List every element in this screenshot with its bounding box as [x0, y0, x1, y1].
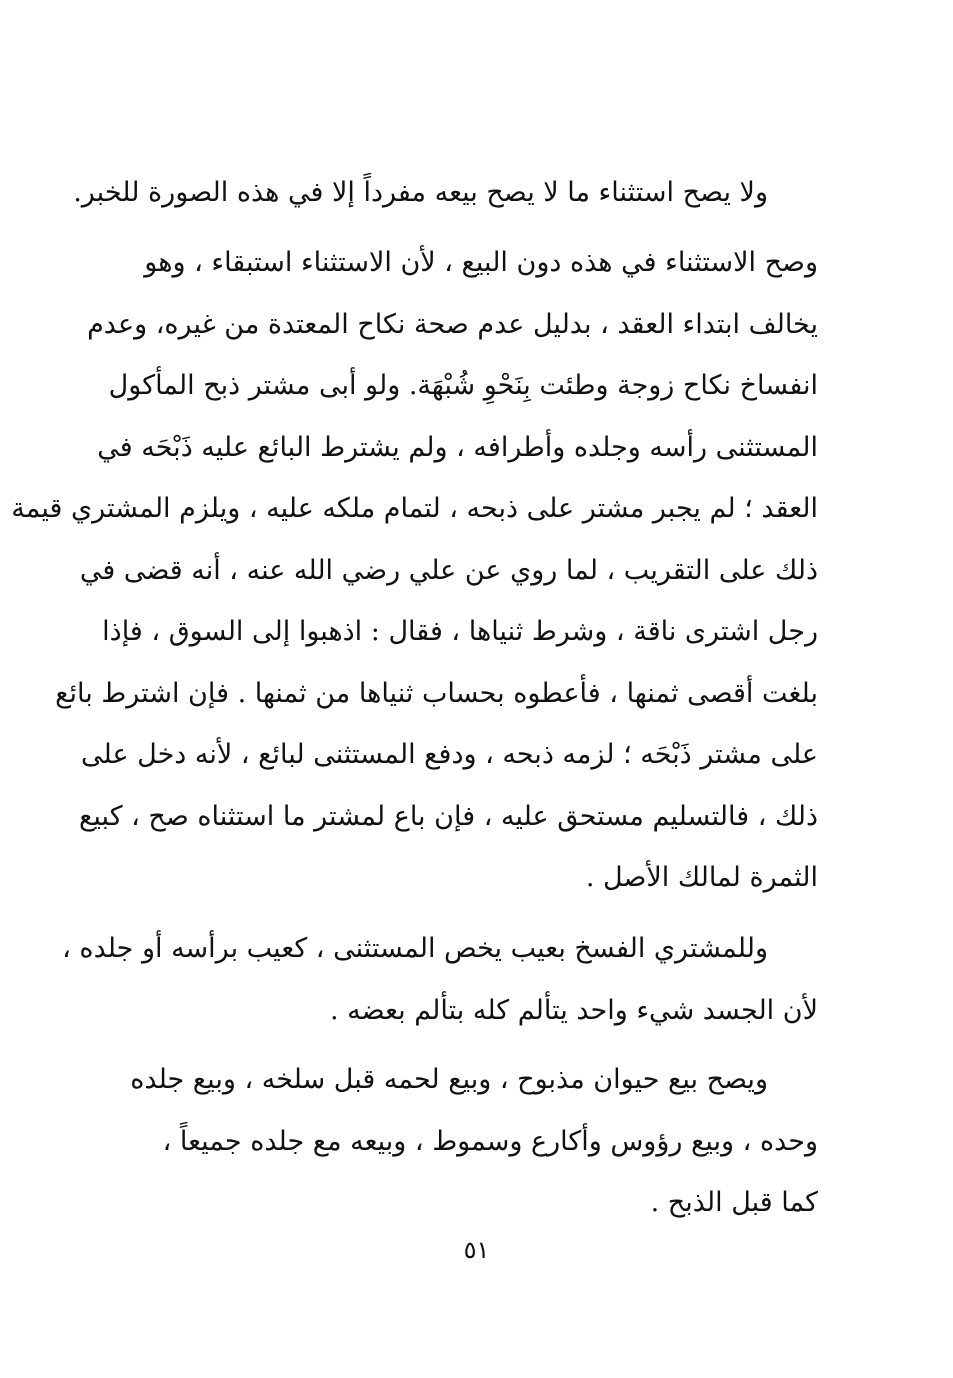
text-line: وصح الاستثناء في هذه دون البيع ، لأن الاستثناء استبقاء ، وهو: [144, 247, 818, 278]
text-line: بلغت أقصى ثمنها ، فأعطوه بحساب ثنياها من ثمنها . فإن اشترط بائع: [55, 678, 818, 709]
text-line: ويصح بيع حيوان مذبوح ، وبيع لحمه قبل سلخه ، وبيع جلده: [130, 1064, 768, 1095]
text-line: انفساخ نكاح زوجة وطئت بِنَحْوِ شُبْهَة. ولو أبى مشتر ذبح المأكول: [108, 370, 818, 401]
text-line: الثمرة لمالك الأصل .: [585, 862, 818, 893]
text-line: رجل اشترى ناقة ، وشرط ثنياها ، فقال : اذهبوا إلى السوق ، فإذا: [102, 616, 818, 647]
text-line: العقد ؛ لم يجبر مشتر على ذبحه ، لتمام ملكه عليه ، ويلزم المشتري قيمة: [11, 493, 818, 524]
text-line: المستثنى رأسه وجلده وأطرافه ، ولم يشترط البائع عليه ذَبْحَه في: [97, 432, 818, 463]
text-line: وحده ، وبيع رؤوس وأكارع وسموط ، وبيعه مع جلده جميعاً ،: [162, 1126, 818, 1157]
text-line: كما قبل الذبح .: [650, 1187, 818, 1218]
text-line: ولا يصح استثناء ما لا يصح بيعه مفرداً إلا في هذه الصورة للخبر.: [73, 177, 768, 208]
text-line: ذلك على التقريب ، لما روي عن علي رضي الله عنه ، أنه قضى في: [79, 555, 818, 586]
text-line: على مشتر ذَبْحَه ؛ لزمه ذبحه ، ودفع المستثنى لبائع ، لأنه دخل على: [81, 739, 818, 770]
text-line: ذلك ، فالتسليم مستحق عليه ، فإن باع لمشتر ما استثناه صح ، كبيع: [79, 801, 818, 832]
text-line: يخالف ابتداء العقد ، بدليل عدم صحة نكاح المعتدة من غيره، وعدم: [87, 309, 818, 340]
text-line: وللمشتري الفسخ بعيب يخص المستثنى ، كعيب برأسه أو جلده ،: [62, 933, 768, 964]
text-line: لأن الجسد شيء واحد يتألم كله بتألم بعضه .: [330, 995, 818, 1026]
page-number: ٥١: [463, 1236, 490, 1264]
